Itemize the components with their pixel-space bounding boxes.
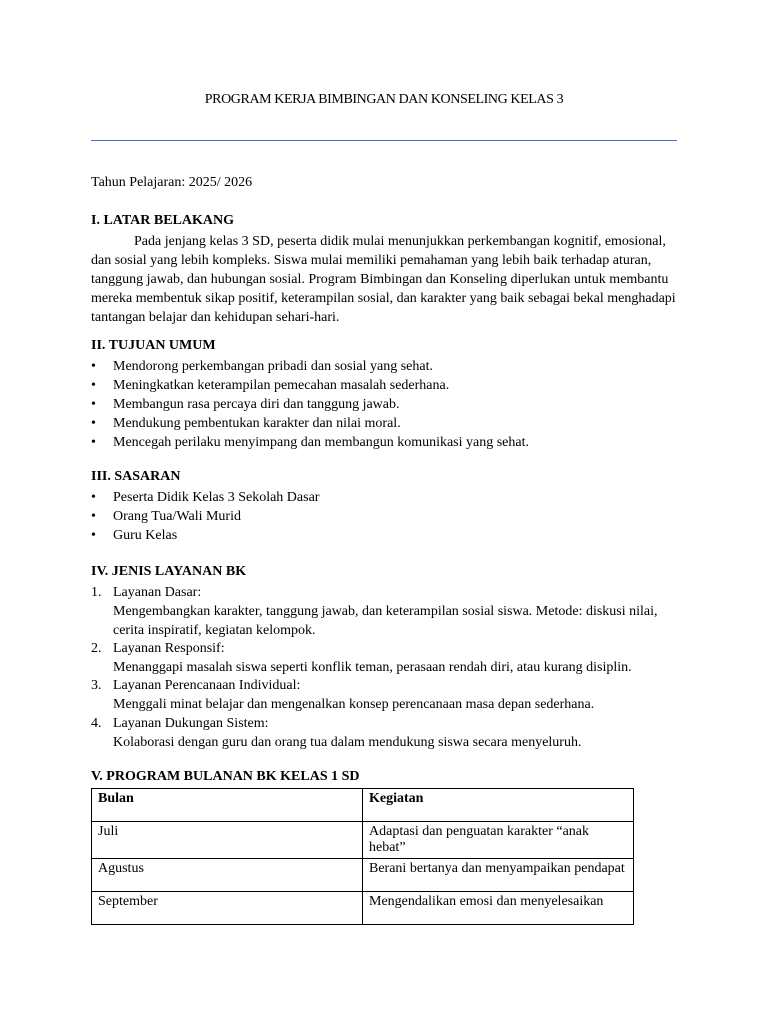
table-row [92, 859, 634, 892]
bullet-icon: • [91, 509, 96, 524]
heading-sasaran: III. SASARAN [91, 469, 181, 484]
bullet-icon: • [91, 528, 96, 543]
table-cell: Agustus [92, 859, 363, 892]
bullet-icon: • [91, 359, 96, 374]
latar-belakang-paragraph: Pada jenjang kelas 3 SD, peserta didik mulai menunjukkan perkembangan kognitif, emosional, dan sosial yang lebih kompleks. Siswa mulai memiliki pemahaman yang lebih baik terhadap aturan, tanggung jawab, dan hubungan sosial. Program Bimbingan dan Konseling diperlukan untuk membantu mereka membentuk sikap positif, keterampilan sosial, dan karakter yang baik sebagai bekal menghadapi tantangan belajar dan kehidupan sehari-hari. [91, 234, 676, 325]
list-item-text: Orang Tua/Wali Murid [113, 509, 241, 524]
title-divider [91, 140, 677, 141]
table-cell: Juli [92, 822, 363, 859]
layanan-item [91, 714, 671, 752]
tujuan-list [91, 357, 529, 452]
academic-year: Tahun Pelajaran: 2025/ 2026 [91, 175, 253, 190]
heading-tujuan-umum: II. TUJUAN UMUM [91, 338, 216, 353]
list-item [91, 526, 319, 545]
item-number: 4. [91, 716, 102, 731]
bullet-icon: • [91, 397, 96, 412]
list-item [91, 414, 529, 433]
table-cell: September [92, 892, 363, 925]
layanan-desc: Mengembangkan karakter, tanggung jawab, dan keterampilan sosial siswa. Metode: diskusi nilai, cerita inspiratif, kegiatan kelompok. [113, 604, 658, 638]
layanan-title: Layanan Responsif: [113, 641, 225, 656]
list-item-text: Mendorong perkembangan pribadi dan sosial yang sehat. [113, 359, 433, 374]
heading-latar-belakang: I. LATAR BELAKANG [91, 213, 235, 228]
layanan-desc: Kolaborasi dengan guru dan orang tua dalam mendukung siswa secara menyeluruh. [113, 735, 582, 750]
list-item [91, 357, 529, 376]
table-header-row [92, 789, 634, 822]
table-row [92, 892, 634, 925]
layanan-title: Layanan Dukungan Sistem: [113, 716, 269, 731]
list-item-text: Peserta Didik Kelas 3 Sekolah Dasar [113, 490, 320, 505]
table-row [92, 822, 634, 859]
layanan-item [91, 639, 671, 677]
document-title: PROGRAM KERJA BIMBINGAN DAN KONSELING KELAS 3 [204, 92, 564, 107]
layanan-title: Layanan Dasar: [113, 585, 202, 600]
sasaran-list [91, 488, 319, 545]
item-number: 2. [91, 641, 102, 656]
list-item-text: Mencegah perilaku menyimpang dan membangun komunikasi yang sehat. [113, 435, 530, 450]
heading-jenis-layanan: IV. JENIS LAYANAN BK [91, 564, 247, 579]
table-cell: Adaptasi dan penguatan karakter “anak hebat” [363, 822, 634, 859]
bullet-icon: • [91, 378, 96, 393]
bullet-icon: • [91, 416, 96, 431]
program-table [91, 788, 634, 925]
column-header: Kegiatan [363, 789, 634, 822]
layanan-item [91, 583, 671, 640]
list-item-text: Membangun rasa percaya diri dan tanggung jawab. [113, 397, 400, 412]
layanan-desc: Menggali minat belajar dan mengenalkan konsep perencanaan masa depan sederhana. [113, 697, 595, 712]
list-item-text: Mendukung pembentukan karakter dan nilai moral. [113, 416, 401, 431]
list-item [91, 507, 319, 526]
list-item [91, 395, 529, 414]
list-item [91, 488, 319, 507]
list-item [91, 376, 529, 395]
item-number: 3. [91, 678, 102, 693]
column-header: Bulan [92, 789, 363, 822]
list-item [91, 433, 529, 452]
table-cell: Berani bertanya dan menyampaikan pendapat [363, 859, 634, 892]
heading-program-bulanan: V. PROGRAM BULANAN BK KELAS 1 SD [91, 769, 360, 784]
bullet-icon: • [91, 490, 96, 505]
list-item-text: Meningkatkan keterampilan pemecahan masalah sederhana. [113, 378, 450, 393]
item-number: 1. [91, 585, 102, 600]
table-cell: Mengendalikan emosi dan menyelesaikan [363, 892, 634, 925]
bullet-icon: • [91, 435, 96, 450]
layanan-item [91, 676, 671, 714]
layanan-desc: Menanggapi masalah siswa seperti konflik teman, perasaan rendah diri, atau kurang disiplin. [113, 660, 632, 675]
list-item-text: Guru Kelas [113, 528, 178, 543]
layanan-title: Layanan Perencanaan Individual: [113, 678, 301, 693]
